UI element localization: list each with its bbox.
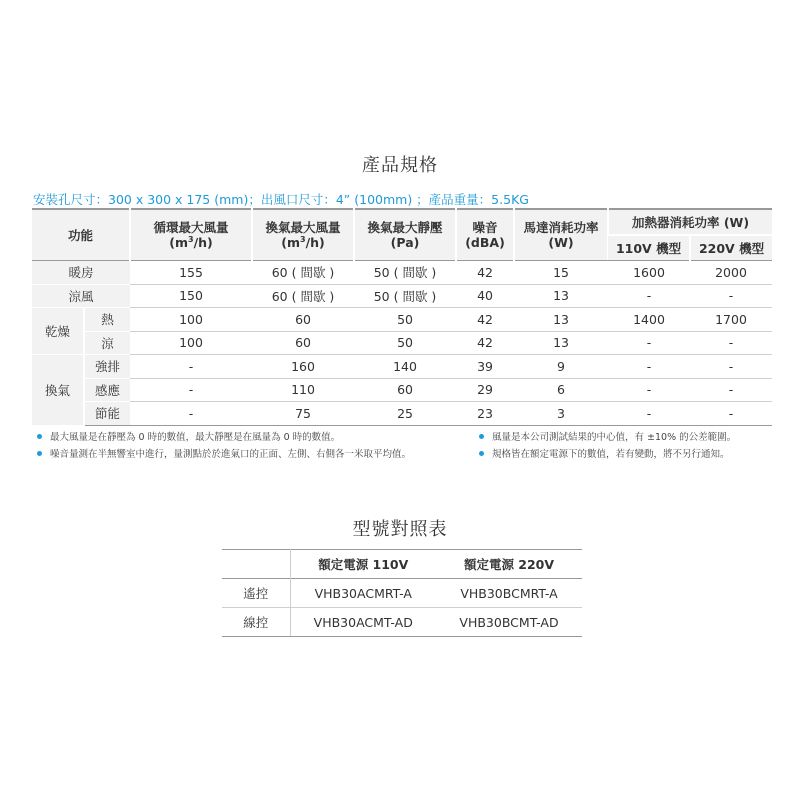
table-cell: 150 — [130, 284, 252, 308]
bullet-dot-icon — [37, 451, 42, 456]
table-cell: 13 — [514, 308, 608, 332]
table-cell: - — [690, 378, 772, 402]
table-cell: 60 ( 間歇 ) — [252, 284, 354, 308]
table-cell: - — [690, 331, 772, 355]
model-row-label: 遙控 — [222, 579, 290, 608]
table-cell: 50 — [354, 331, 456, 355]
table-cell: 3 — [514, 402, 608, 426]
spec-table-body — [32, 261, 772, 426]
model-220v: VHB30BCMT-AD — [436, 608, 582, 637]
table-cell: - — [130, 402, 252, 426]
table-cell: 39 — [456, 355, 514, 379]
row-sub-function: 節能 — [84, 402, 130, 426]
table-cell: 50 — [354, 308, 456, 332]
header-ventilation-flow: 換氣最大風量 $(m^3/h)$ — [252, 209, 354, 261]
table-row — [32, 308, 772, 332]
bullet-dot-icon — [479, 451, 484, 456]
table-cell: 75 — [252, 402, 354, 426]
note-item: 最大風量是在靜壓為 0 時的數值，最大靜壓是在風量為 0 時的數值。 — [37, 430, 411, 447]
table-cell: 29 — [456, 378, 514, 402]
table-cell: - — [608, 378, 690, 402]
table-cell: 50 ( 間歇 ) — [354, 261, 456, 285]
table-row — [32, 355, 772, 379]
table-cell: 140 — [354, 355, 456, 379]
model-220v: VHB30BCMRT-A — [436, 579, 582, 608]
table-cell: 23 — [456, 402, 514, 426]
model-table — [222, 549, 582, 637]
note-item: 規格皆在額定電源下的數值，若有變動，將不另行通知。 — [479, 447, 736, 464]
model-table-header — [222, 550, 582, 579]
table-cell: - — [608, 355, 690, 379]
table-cell: 40 — [456, 284, 514, 308]
table-cell: 110 — [252, 378, 354, 402]
table-cell: 155 — [130, 261, 252, 285]
table-cell: 50 ( 間歇 ) — [354, 284, 456, 308]
table-cell: 60 — [354, 378, 456, 402]
model-header-110v: 額定電源 110V — [290, 550, 436, 579]
model-header-empty — [222, 550, 290, 579]
table-cell: 160 — [252, 355, 354, 379]
table-cell: 60 — [252, 331, 354, 355]
model-110v: VHB30ACMRT-A — [290, 579, 436, 608]
header-noise: 噪音 (dBA) — [456, 209, 514, 261]
note-item: 風量是本公司測試結果的中心值，有 ±10% 的公差範圍。 — [479, 430, 736, 447]
spec-table-header — [32, 209, 772, 261]
header-static-pressure: 換氣最大靜壓 (Pa) — [354, 209, 456, 261]
model-table-body — [222, 579, 582, 637]
table-cell: 15 — [514, 261, 608, 285]
row-function: 涼風 — [32, 284, 130, 308]
table-cell: 1700 — [690, 308, 772, 332]
table-cell: 13 — [514, 284, 608, 308]
table-cell: 42 — [456, 331, 514, 355]
table-cell: - — [608, 331, 690, 355]
table-cell: 60 ( 間歇 ) — [252, 261, 354, 285]
table-cell: - — [690, 402, 772, 426]
header-heater-110v: 110V 機型 — [608, 235, 690, 261]
row-sub-function: 涼 — [84, 331, 130, 355]
row-function: 乾燥 — [32, 308, 84, 355]
table-row — [32, 284, 772, 308]
row-function: 換氣 — [32, 355, 84, 426]
table-cell: - — [690, 355, 772, 379]
bullet-dot-icon — [479, 434, 484, 439]
table-cell: 100 — [130, 331, 252, 355]
table-row — [32, 331, 772, 355]
model-row-label: 線控 — [222, 608, 290, 637]
header-circulation-flow: 循環最大風量 $(m^3/h)$ — [130, 209, 252, 261]
table-cell: 9 — [514, 355, 608, 379]
table-row — [32, 261, 772, 285]
model-110v: VHB30ACMT-AD — [290, 608, 436, 637]
table-cell: 42 — [456, 261, 514, 285]
note-item: 噪音量測在半無響室中進行，量測點於於進氣口的正面、左側、右側各一米取平均值。 — [37, 447, 411, 464]
table-row — [32, 378, 772, 402]
notes-right — [479, 430, 736, 463]
header-motor-power: 馬達消耗功率 (W) — [514, 209, 608, 261]
table-cell: 25 — [354, 402, 456, 426]
table-cell: 6 — [514, 378, 608, 402]
row-sub-function: 感應 — [84, 378, 130, 402]
table-row — [222, 608, 582, 637]
row-function: 暖房 — [32, 261, 130, 285]
table-cell: - — [690, 284, 772, 308]
table-row — [32, 402, 772, 426]
table-cell: 1400 — [608, 308, 690, 332]
table-row — [222, 579, 582, 608]
model-header-220v: 額定電源 220V — [463, 557, 555, 572]
table-cell: 60 — [252, 308, 354, 332]
table-cell: - — [130, 355, 252, 379]
spec-table — [32, 208, 772, 426]
page-title: 產品規格 — [362, 155, 438, 176]
table-cell: 13 — [514, 331, 608, 355]
table-cell: 100 — [130, 308, 252, 332]
table-cell: - — [608, 402, 690, 426]
model-table-title: 型號對照表 — [352, 519, 448, 540]
row-sub-function: 熱 — [84, 308, 130, 332]
table-cell: 42 — [456, 308, 514, 332]
header-heater-power: 加熱器消耗功率 (W) — [608, 209, 772, 235]
spec-summary: 安裝孔尺寸：300 x 300 x 175 (mm)；出風口尺寸：4” (100mm) ；產品重量：5.5KG — [33, 192, 529, 207]
notes-left — [37, 430, 411, 463]
table-cell: 2000 — [690, 261, 772, 285]
table-cell: - — [130, 378, 252, 402]
table-cell: 1600 — [608, 261, 690, 285]
header-heater-220v: 220V 機型 — [690, 235, 772, 261]
table-cell: - — [608, 284, 690, 308]
row-sub-function: 強排 — [84, 355, 130, 379]
header-function: 功能 — [32, 209, 130, 261]
bullet-dot-icon — [37, 434, 42, 439]
